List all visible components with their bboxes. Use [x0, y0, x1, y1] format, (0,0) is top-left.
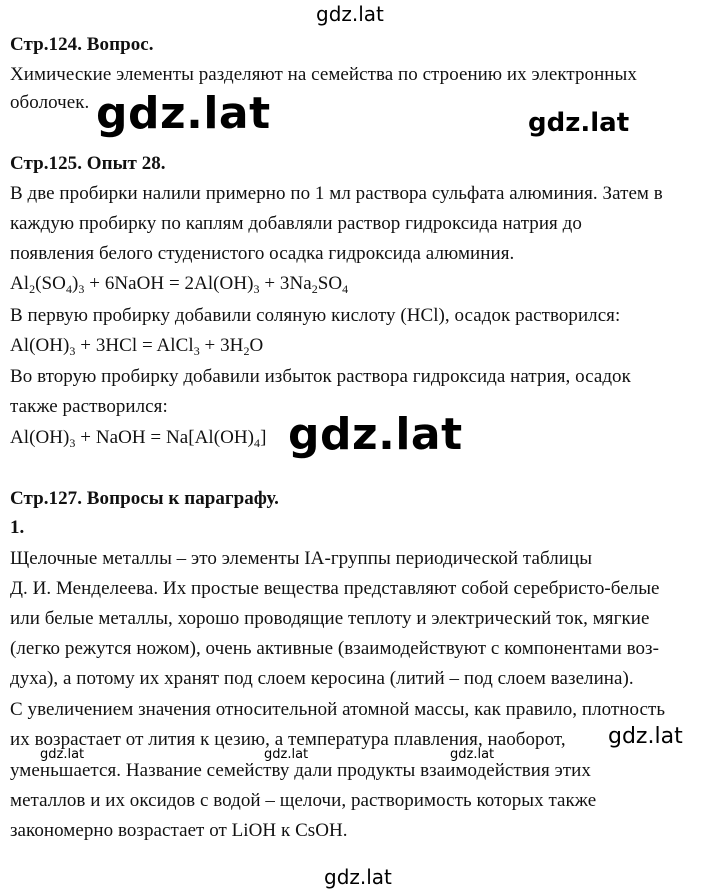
section1-line-2: оболочек.: [10, 92, 90, 113]
section2-line-5: Во вторую пробирку добавили избыток раствора гидроксида натрия, осадок: [10, 366, 631, 387]
section1-heading: Стр.124. Вопрос.: [10, 34, 154, 55]
answer-line-9: металлов и их оксидов с водой – щелочи, растворимость которых также: [10, 790, 597, 811]
equation-3: $Al(OH)_3$ + NaOH = $Na[Al(OH)_4]$: [10, 427, 267, 450]
answer-line-1: Щелочные металлы – это элементы IA-группы периодической таблицы: [10, 548, 593, 569]
watermark-right-1: gdz.lat: [528, 108, 630, 138]
section2-line-3: появления белого студенистого осадка гидроксида алюминия.: [10, 243, 515, 264]
answer-line-3: или белые металлы, хорошо проводящие теплоту и электрический ток, мягкие: [10, 608, 650, 629]
watermark-tiny-3: gdz.lat: [450, 747, 495, 762]
section2-line-4: В первую пробирку добавили соляную кислоту (HCl), осадок растворился:: [10, 305, 621, 326]
section2-line-2: каждую пробирку по каплям добавляли раствор гидроксида натрия до: [10, 213, 582, 234]
watermark-large-2: gdz.lat: [288, 409, 463, 460]
watermark-bottom: gdz.lat: [324, 865, 392, 889]
answer-line-5: духа), а потому их хранят под слоем керосина (литий – под слоем вазелина).: [10, 668, 634, 689]
watermark-tiny-2: gdz.lat: [264, 747, 309, 762]
section2-line-1: В две пробирки налили примерно по 1 мл раствора сульфата алюминия. Затем в: [10, 183, 663, 204]
section2-line-6: также растворился:: [10, 396, 168, 417]
answer-line-4: (легко режутся ножом), очень активные (взаимодействуют с компонентами воз-: [10, 638, 659, 659]
answer-line-10: закономерно возрастает от LiOH к CsOH.: [10, 820, 348, 841]
answer-line-7: их возрастает от лития к цезию, а температура плавления, наоборот,: [10, 729, 566, 750]
question-number: 1.: [10, 517, 25, 538]
watermark-top: gdz.lat: [316, 2, 384, 26]
watermark-tiny-1: gdz.lat: [40, 747, 85, 762]
answer-line-6: С увеличением значения относительной атомной массы, как правило, плотность: [10, 699, 666, 720]
section3-heading: Стр.127. Вопросы к параграфу.: [10, 488, 279, 509]
equation-1: $Al_2(SO_4)_3$ + 6NaOH = $2Al(OH)_3 + 3Na_2SO_4$: [10, 273, 349, 296]
watermark-right-2: gdz.lat: [608, 724, 683, 749]
section1-line-1: Химические элементы разделяют на семейства по строению их электронных: [10, 64, 637, 85]
answer-line-8: уменьшается. Название семейству дали продукты взаимодействия этих: [10, 760, 591, 781]
equation-2: $Al(OH)_3 + 3HCl$ = AlCl$_3$ + $3H_2O$: [10, 335, 264, 358]
answer-line-2: Д. И. Менделеева. Их простые вещества представляют собой серебристо-белые: [10, 578, 660, 599]
watermark-large-1: gdz.lat: [96, 88, 271, 139]
section2-heading: Стр.125. Опыт 28.: [10, 153, 166, 174]
